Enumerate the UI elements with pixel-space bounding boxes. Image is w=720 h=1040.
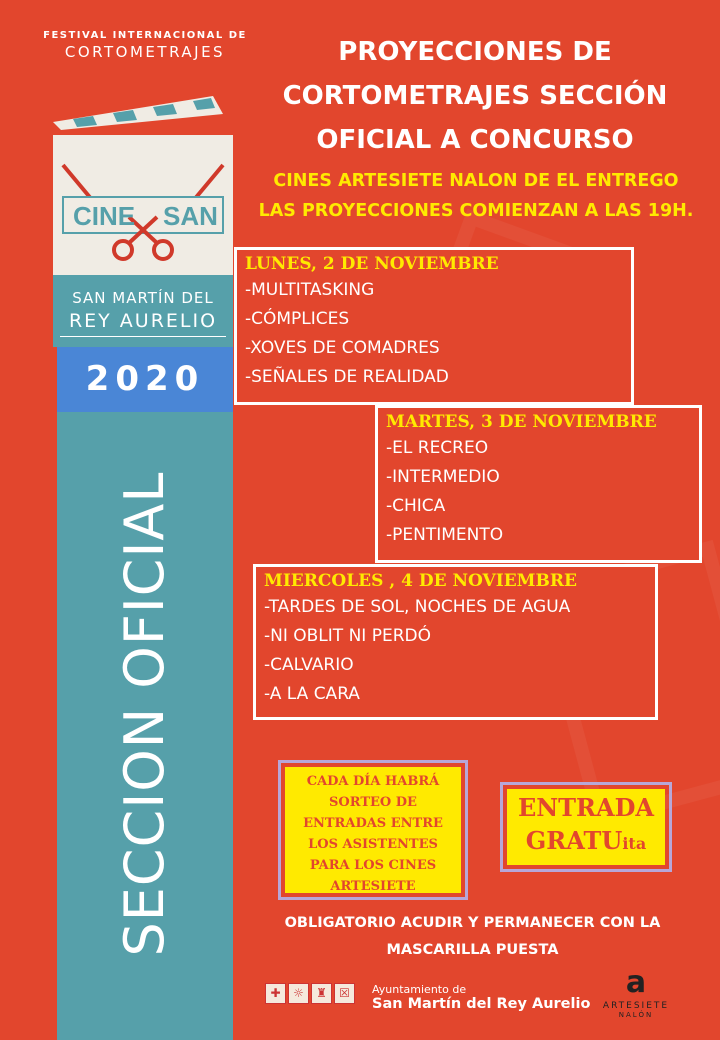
crest-icon: ☼ [288, 983, 309, 1004]
place-line1: SAN MARTÍN DEL [72, 289, 214, 307]
artesiete-logo [596, 965, 676, 1019]
place-line2: REY AURELIO [68, 310, 218, 332]
venue-line2: LAS PROYECCIONES COMIENZAN A LAS 19H. [258, 201, 694, 221]
raffle-line: ENTRADAS ENTRE [303, 816, 443, 831]
logo-text-left: CINE [73, 201, 136, 231]
day-heading: LUNES, 2 DE NOVIEMBRE [245, 254, 499, 274]
film-item: -XOVES DE COMADRES [245, 338, 440, 358]
raffle-line: ARTESIETE [330, 879, 416, 894]
municipal-crest-icons [265, 983, 357, 1004]
title-line1: PROYECCIONES DE [338, 37, 612, 67]
film-item: -SEÑALES DE REALIDAD [245, 367, 449, 387]
crest-icon: ☒ [334, 983, 355, 1004]
film-item: -CALVARIO [264, 655, 354, 675]
free-entry-big: GRATU [525, 826, 623, 855]
free-entry-badge [500, 782, 672, 872]
festival-line1: FESTIVAL INTERNACIONAL DE [43, 30, 247, 41]
vertical-title: SECCION OFICIAL [113, 471, 176, 957]
festival-line2: CORTOMETRAJES [64, 43, 226, 61]
mask-line1: OBLIGATORIO ACUDIR Y PERMANECER CON LA [284, 915, 661, 931]
film-item: -NI OBLIT NI PERDÓ [264, 626, 431, 646]
film-item: -INTERMEDIO [386, 467, 500, 487]
artesiete-line1: ARTESIETE [602, 1001, 670, 1011]
free-entry-small: ita [622, 834, 647, 853]
film-item: -CÓMPLICES [245, 309, 350, 329]
page-title [240, 30, 710, 162]
mask-line2: MASCARILLA PUESTA [386, 942, 559, 958]
free-entry-text [503, 791, 669, 860]
artesiete-line2: NALÓN [618, 1011, 654, 1019]
title-line2: CORTOMETRAJES SECCIÓN [282, 81, 668, 111]
raffle-line: LOS ASISTENTES [308, 837, 438, 852]
day-box-monday [234, 247, 634, 405]
film-scissors-icon [53, 135, 233, 275]
raffle-line: CADA DÍA HABRÁ [306, 774, 440, 789]
crest-icon: ♜ [311, 983, 332, 1004]
divider [60, 336, 226, 337]
cinesan-logo [53, 135, 233, 275]
free-entry-line2 [503, 824, 669, 860]
day-heading: MIERCOLES , 4 DE NOVIEMBRE [264, 571, 577, 591]
raffle-line: SORTEO DE [329, 795, 417, 810]
raffle-notice [278, 760, 468, 900]
venue-line1: CINES ARTESIETE NALON DE EL ENTREGO [273, 171, 679, 191]
day-box-wednesday [253, 564, 658, 720]
year-badge: 2020 [57, 347, 233, 412]
raffle-line: PARA LOS CINES [309, 858, 437, 873]
film-item: -A LA CARA [264, 684, 360, 704]
artesiete-glyph: a [625, 965, 647, 1000]
film-item: -EL RECREO [386, 438, 489, 458]
logo-text-right: SAN [163, 201, 218, 231]
place-block [53, 275, 233, 347]
day-heading: MARTES, 3 DE NOVIEMBRE [386, 412, 657, 432]
free-entry-line1: ENTRADA [517, 793, 655, 822]
day-box-tuesday [375, 405, 702, 563]
venue-info [232, 166, 720, 226]
film-item: -TARDES DE SOL, NOCHES DE AGUA [264, 597, 571, 617]
crest-icon: ✚ [265, 983, 286, 1004]
ayto-line2: San Martín del Rey Aurelio [372, 996, 591, 1012]
clapperboard-icon [53, 92, 228, 130]
film-item: -CHICA [386, 496, 446, 516]
ayto-line1: Ayuntamiento de [372, 983, 467, 996]
film-item: -PENTIMENTO [386, 525, 504, 545]
town-hall-logo [372, 983, 590, 1012]
film-item: -MULTITASKING [245, 280, 375, 300]
title-line3: OFICIAL A CONCURSO [316, 125, 634, 155]
raffle-text [281, 771, 465, 897]
mask-notice [250, 910, 695, 964]
